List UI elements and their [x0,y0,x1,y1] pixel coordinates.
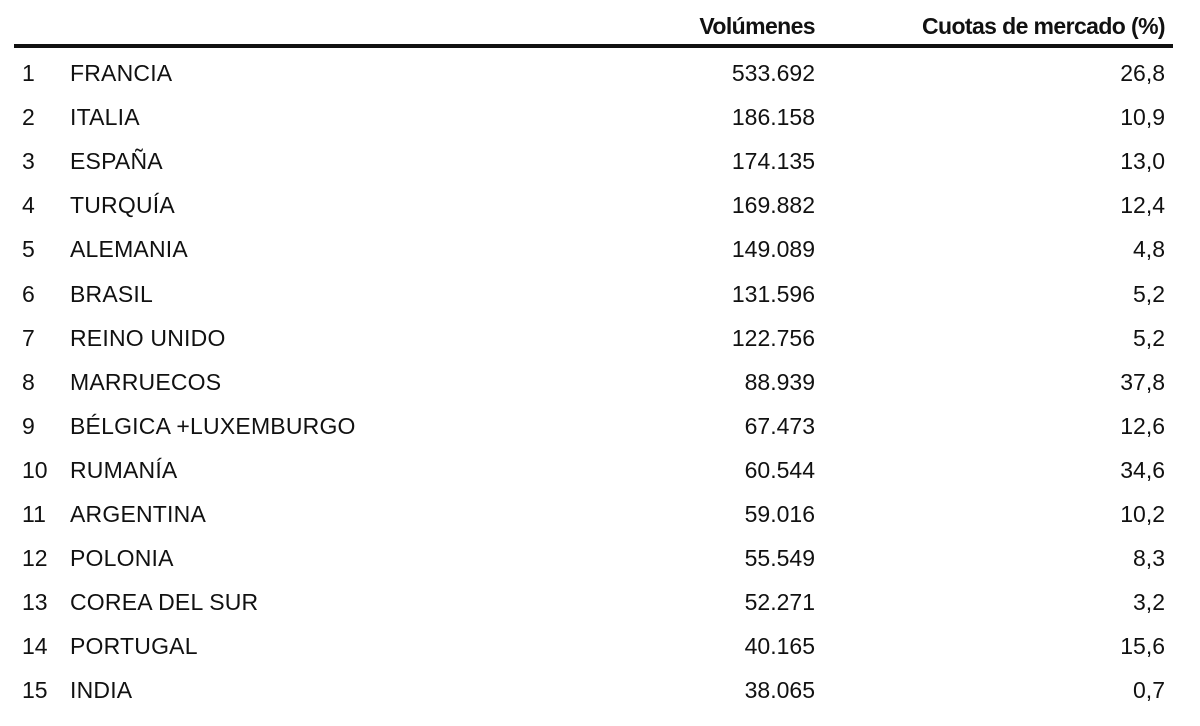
country-cell: ITALIA [70,104,140,131]
table-row [0,227,1200,271]
table-row [0,448,1200,492]
volume-cell: 149.089 [731,236,815,263]
country-cell: PORTUGAL [70,633,198,660]
share-cell: 3,2 [1133,589,1165,616]
table-row [0,316,1200,360]
share-cell: 4,8 [1133,236,1165,263]
country-cell: FRANCIA [70,60,173,86]
table-row [0,404,1200,448]
rank-cell: 3 [22,148,35,175]
header-rule [14,44,1173,48]
volume-cell: 60.544 [744,456,815,483]
share-cell: 34,6 [1120,456,1165,483]
rank-cell: 10 [22,456,48,483]
country-cell: ESPAÑA [70,148,163,175]
share-cell: 5,2 [1133,280,1165,307]
table-row [0,183,1200,227]
volume-cell: 55.549 [744,545,815,572]
share-cell: 10,9 [1120,104,1165,131]
table-row [0,51,1200,95]
volume-cell: 169.882 [731,192,815,219]
volume-cell: 40.165 [744,633,815,660]
country-cell: ALEMANIA [70,236,188,263]
share-cell: 0,7 [1133,677,1165,704]
table-row [0,668,1200,712]
rank-cell: 8 [22,368,35,395]
country-cell: BRASIL [70,280,154,307]
table-row [0,492,1200,536]
volume-cell: 186.158 [731,104,815,131]
country-cell: POLONIA [70,545,174,572]
rank-cell: 13 [22,589,48,616]
volume-cell: 38.065 [744,677,815,704]
country-cell: RUMANÍA [70,456,178,483]
share-cell: 26,8 [1120,60,1165,86]
share-cell: 5,2 [1133,324,1165,351]
volume-cell: 67.473 [744,412,815,439]
share-cell: 15,6 [1120,633,1165,660]
country-cell: COREA DEL SUR [70,589,259,616]
rank-cell: 9 [22,412,35,439]
country-cell: REINO UNIDO [70,324,226,351]
share-cell: 12,6 [1120,412,1165,439]
country-cell: MARRUECOS [70,368,222,395]
volume-cell: 533.692 [731,60,815,86]
volume-cell: 122.756 [731,324,815,351]
country-cell: INDIA [70,677,133,704]
volume-cell: 59.016 [744,501,815,527]
volume-cell: 174.135 [731,148,815,175]
column-header-market-share: Cuotas de mercado (%) [921,13,1165,39]
volume-cell: 131.596 [731,280,815,307]
country-cell: ARGENTINA [70,501,206,527]
rank-cell: 11 [22,501,46,527]
rank-cell: 4 [22,192,35,219]
table-row [0,139,1200,183]
table-row [0,536,1200,580]
share-cell: 8,3 [1133,545,1165,572]
rank-cell: 14 [22,633,48,660]
volume-cell: 52.271 [744,589,815,616]
rank-cell: 7 [22,324,35,351]
share-cell: 12,4 [1120,192,1165,219]
table-row [0,580,1200,624]
rank-cell: 12 [22,545,48,572]
table-row [0,95,1200,139]
volume-cell: 88.939 [744,368,815,395]
share-cell: 10,2 [1120,501,1165,527]
rank-cell: 15 [22,677,48,704]
rank-cell: 1 [22,60,35,86]
table-row [0,272,1200,316]
column-header-volumes: Volúmenes [699,13,815,39]
rank-cell: 6 [22,280,35,307]
country-cell: BÉLGICA +LUXEMBURGO [70,412,356,439]
country-cell: TURQUÍA [70,192,175,219]
share-cell: 13,0 [1120,148,1165,175]
table-row [0,624,1200,668]
rank-cell: 2 [22,104,35,131]
rank-cell: 5 [22,236,35,263]
share-cell: 37,8 [1120,368,1165,395]
table-row [0,360,1200,404]
